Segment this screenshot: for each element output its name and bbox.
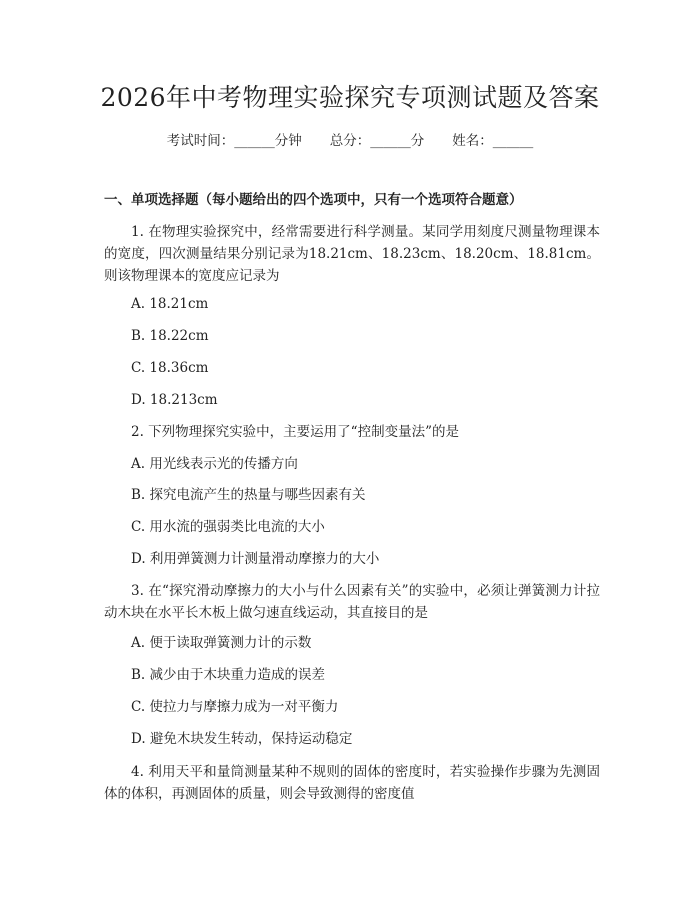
exam-time-field: 考试时间：______分钟 (166, 133, 302, 149)
student-name-field: 姓名：______ (452, 133, 534, 149)
total-score-field: 总分：______分 (329, 133, 425, 149)
option-d: D. 利用弹簧测力计测量滑动摩擦力的大小 (131, 551, 380, 567)
option-d: D. 避免木块发生转动，保持运动稳定 (131, 731, 353, 747)
option-b: B. 探究电流产生的热量与哪些因素有关 (131, 487, 366, 503)
question-stem: 4. 利用天平和量筒测量某种不规则的固体的密度时，若实验操作步骤为先测固体的体积，再测固体的质量，则会导致测得的密度值 (104, 764, 600, 802)
option-a: A. 18.21cm (131, 296, 209, 312)
option-b: B. 18.22cm (131, 328, 209, 344)
option-d: D. 18.213cm (131, 392, 218, 408)
option-a: A. 用光线表示光的传播方向 (131, 456, 298, 472)
page-title: 2026年中考物理实验探究专项测试题及答案 (100, 83, 600, 112)
option-a: A. 便于读取弹簧测力计的示数 (131, 635, 312, 651)
option-b: B. 减少由于木块重力造成的误差 (131, 667, 326, 683)
question-stem: 3. 在“探究滑动摩擦力的大小与什么因素有关”的实验中，必须让弹簧测力计拉动木块在水平长木板上做匀速直线运动，其直接目的是 (104, 583, 600, 621)
exam-info-line (0, 131, 700, 151)
section-heading: 一、单项选择题（每小题给出的四个选项中，只有一个选项符合题意） (104, 192, 523, 208)
option-c: C. 使拉力与摩擦力成为一对平衡力 (131, 699, 339, 715)
option-c: C. 用水流的强弱类比电流的大小 (131, 519, 325, 535)
question-stem: 1. 在物理实验探究中，经常需要进行科学测量。某同学用刻度尺测量物理课本的宽度，四次测量结果分别记录为18.21cm、18.23cm、18.20cm、18.81cm。则该物理课本的宽度应记录为 (104, 224, 600, 284)
option-c: C. 18.36cm (131, 360, 209, 376)
question-stem: 2. 下列物理探究实验中，主要运用了“控制变量法”的是 (131, 424, 459, 440)
